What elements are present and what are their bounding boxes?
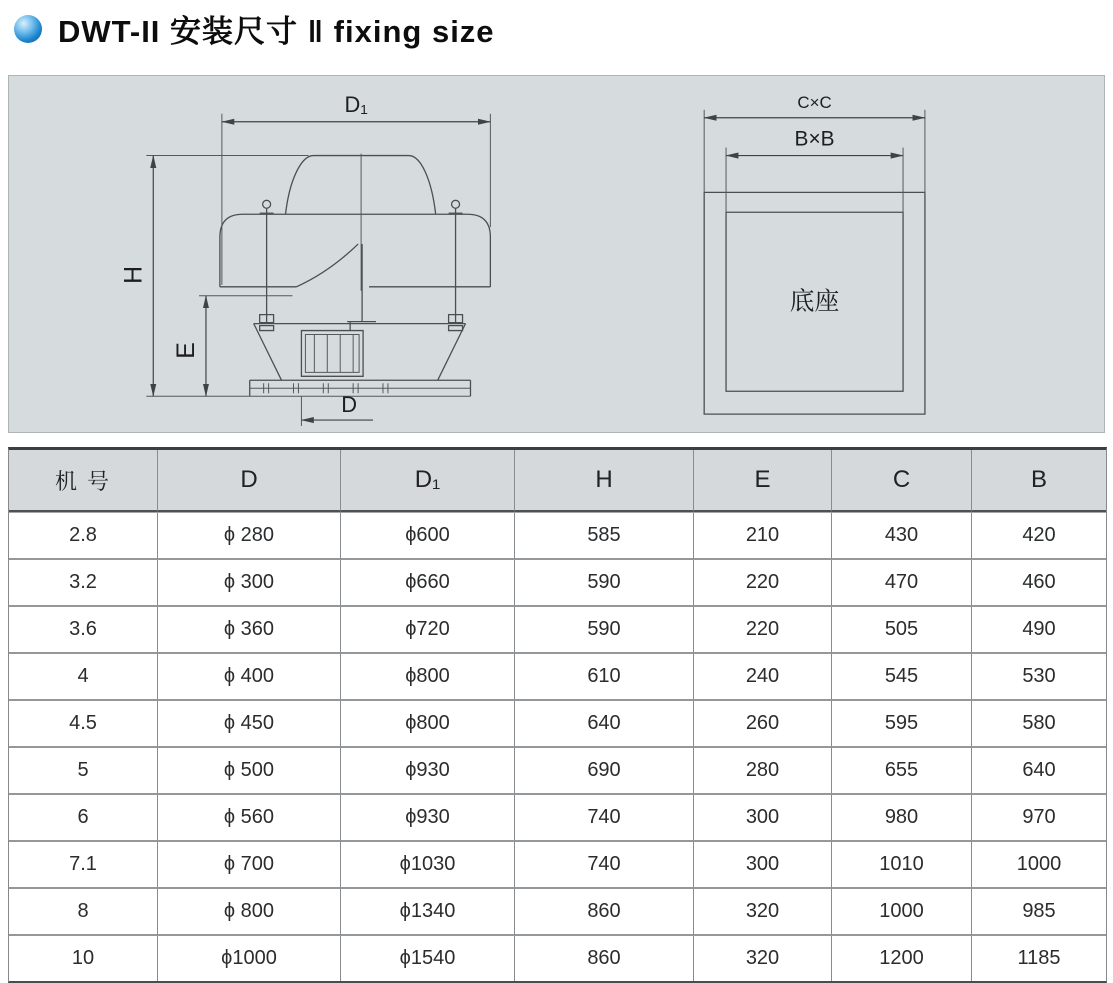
dim-label-bxb: B×B bbox=[794, 127, 835, 151]
table-cell: 980 bbox=[831, 795, 971, 842]
table-cell: 460 bbox=[971, 560, 1106, 607]
table-cell: 985 bbox=[971, 889, 1106, 936]
table-row bbox=[9, 795, 1106, 842]
table-row bbox=[9, 701, 1106, 748]
table-cell: 7.1 bbox=[9, 842, 157, 889]
table-cell: 530 bbox=[971, 654, 1106, 701]
table-cell: 490 bbox=[971, 607, 1106, 654]
table-cell: 420 bbox=[971, 512, 1106, 560]
table-cell: ϕ 450 bbox=[157, 701, 340, 748]
table-cell: 470 bbox=[831, 560, 971, 607]
table-cell: ϕ1540 bbox=[340, 936, 514, 981]
diagram-panel bbox=[8, 75, 1105, 433]
column-header-d: D bbox=[157, 450, 340, 512]
table-cell: 220 bbox=[693, 560, 831, 607]
table-row bbox=[9, 936, 1106, 981]
table-cell: 545 bbox=[831, 654, 971, 701]
table-cell: 4.5 bbox=[9, 701, 157, 748]
bolt-left bbox=[260, 200, 274, 330]
table-cell: ϕ 400 bbox=[157, 654, 340, 701]
table-cell: 610 bbox=[514, 654, 693, 701]
title-row bbox=[14, 6, 495, 51]
table-cell: 1000 bbox=[971, 842, 1106, 889]
bullet-icon bbox=[14, 15, 42, 43]
table-cell: ϕ 700 bbox=[157, 842, 340, 889]
base-plan-view bbox=[704, 93, 925, 414]
table-cell: ϕ1030 bbox=[340, 842, 514, 889]
table-cell: 6 bbox=[9, 795, 157, 842]
table-cell: 260 bbox=[693, 701, 831, 748]
table-cell: ϕ930 bbox=[340, 748, 514, 795]
dim-label-d1: D₁ bbox=[344, 91, 368, 117]
table-cell: 595 bbox=[831, 701, 971, 748]
column-header-b: B bbox=[971, 450, 1106, 512]
table-cell: ϕ800 bbox=[340, 701, 514, 748]
table-cell: 580 bbox=[971, 701, 1106, 748]
table-row bbox=[9, 560, 1106, 607]
table-cell: ϕ800 bbox=[340, 654, 514, 701]
table-cell: 505 bbox=[831, 607, 971, 654]
table-cell: 3.2 bbox=[9, 560, 157, 607]
column-header-h: H bbox=[514, 450, 693, 512]
table-cell: 1000 bbox=[831, 889, 971, 936]
table-cell: ϕ 500 bbox=[157, 748, 340, 795]
table-cell: ϕ1000 bbox=[157, 936, 340, 981]
spec-table bbox=[8, 447, 1107, 983]
table-cell: 3.6 bbox=[9, 607, 157, 654]
dim-label-d: D bbox=[341, 392, 358, 418]
table-cell: 1010 bbox=[831, 842, 971, 889]
column-header-machine-no: 机 号 bbox=[9, 450, 157, 512]
table-cell: 4 bbox=[9, 654, 157, 701]
table-cell: 300 bbox=[693, 842, 831, 889]
table-cell: 590 bbox=[514, 607, 693, 654]
table-cell: 740 bbox=[514, 842, 693, 889]
table-cell: ϕ 800 bbox=[157, 889, 340, 936]
table-cell: 1200 bbox=[831, 936, 971, 981]
technical-drawing bbox=[9, 76, 1104, 432]
table-cell: 2.8 bbox=[9, 512, 157, 560]
table-row bbox=[9, 748, 1106, 795]
table-cell: 590 bbox=[514, 560, 693, 607]
column-header-d1: D₁ bbox=[340, 450, 514, 512]
table-cell: 240 bbox=[693, 654, 831, 701]
table-row bbox=[9, 654, 1106, 701]
table-cell: ϕ600 bbox=[340, 512, 514, 560]
table-cell: 430 bbox=[831, 512, 971, 560]
table-cell: 740 bbox=[514, 795, 693, 842]
table-cell: 970 bbox=[971, 795, 1106, 842]
table-cell: 320 bbox=[693, 889, 831, 936]
table-cell: 585 bbox=[514, 512, 693, 560]
table-cell: ϕ 360 bbox=[157, 607, 340, 654]
table-cell: 1185 bbox=[971, 936, 1106, 981]
table-cell: 860 bbox=[514, 936, 693, 981]
page-title: DWT-II 安装尺寸 ‖ fixing size bbox=[58, 14, 495, 49]
base-label: 底座 bbox=[789, 287, 840, 316]
table-cell: 220 bbox=[693, 607, 831, 654]
table-cell: 860 bbox=[514, 889, 693, 936]
column-header-e: E bbox=[693, 450, 831, 512]
dim-label-cxc: C×C bbox=[797, 92, 832, 112]
table-cell: 655 bbox=[831, 748, 971, 795]
table-row bbox=[9, 607, 1106, 654]
table-row bbox=[9, 889, 1106, 936]
table-cell: 280 bbox=[693, 748, 831, 795]
table-header-row bbox=[9, 450, 1106, 512]
table-cell: 640 bbox=[514, 701, 693, 748]
table-cell: 300 bbox=[693, 795, 831, 842]
table-cell: 320 bbox=[693, 936, 831, 981]
table-cell: ϕ 300 bbox=[157, 560, 340, 607]
table-row bbox=[9, 512, 1106, 560]
table-cell: ϕ720 bbox=[340, 607, 514, 654]
table-cell: ϕ 280 bbox=[157, 512, 340, 560]
table-cell: 5 bbox=[9, 748, 157, 795]
dim-label-e: E bbox=[172, 342, 201, 359]
table-cell: 640 bbox=[971, 748, 1106, 795]
dim-label-h: H bbox=[119, 265, 148, 284]
table-cell: 210 bbox=[693, 512, 831, 560]
column-header-c: C bbox=[831, 450, 971, 512]
table-cell: 10 bbox=[9, 936, 157, 981]
table-cell: 690 bbox=[514, 748, 693, 795]
table-cell: ϕ660 bbox=[340, 560, 514, 607]
table-cell: 8 bbox=[9, 889, 157, 936]
fan-side-view bbox=[119, 92, 490, 426]
table-cell: ϕ1340 bbox=[340, 889, 514, 936]
table-cell: ϕ930 bbox=[340, 795, 514, 842]
bolt-right bbox=[449, 200, 463, 330]
table-row bbox=[9, 842, 1106, 889]
table-cell: ϕ 560 bbox=[157, 795, 340, 842]
table-body bbox=[9, 512, 1106, 981]
